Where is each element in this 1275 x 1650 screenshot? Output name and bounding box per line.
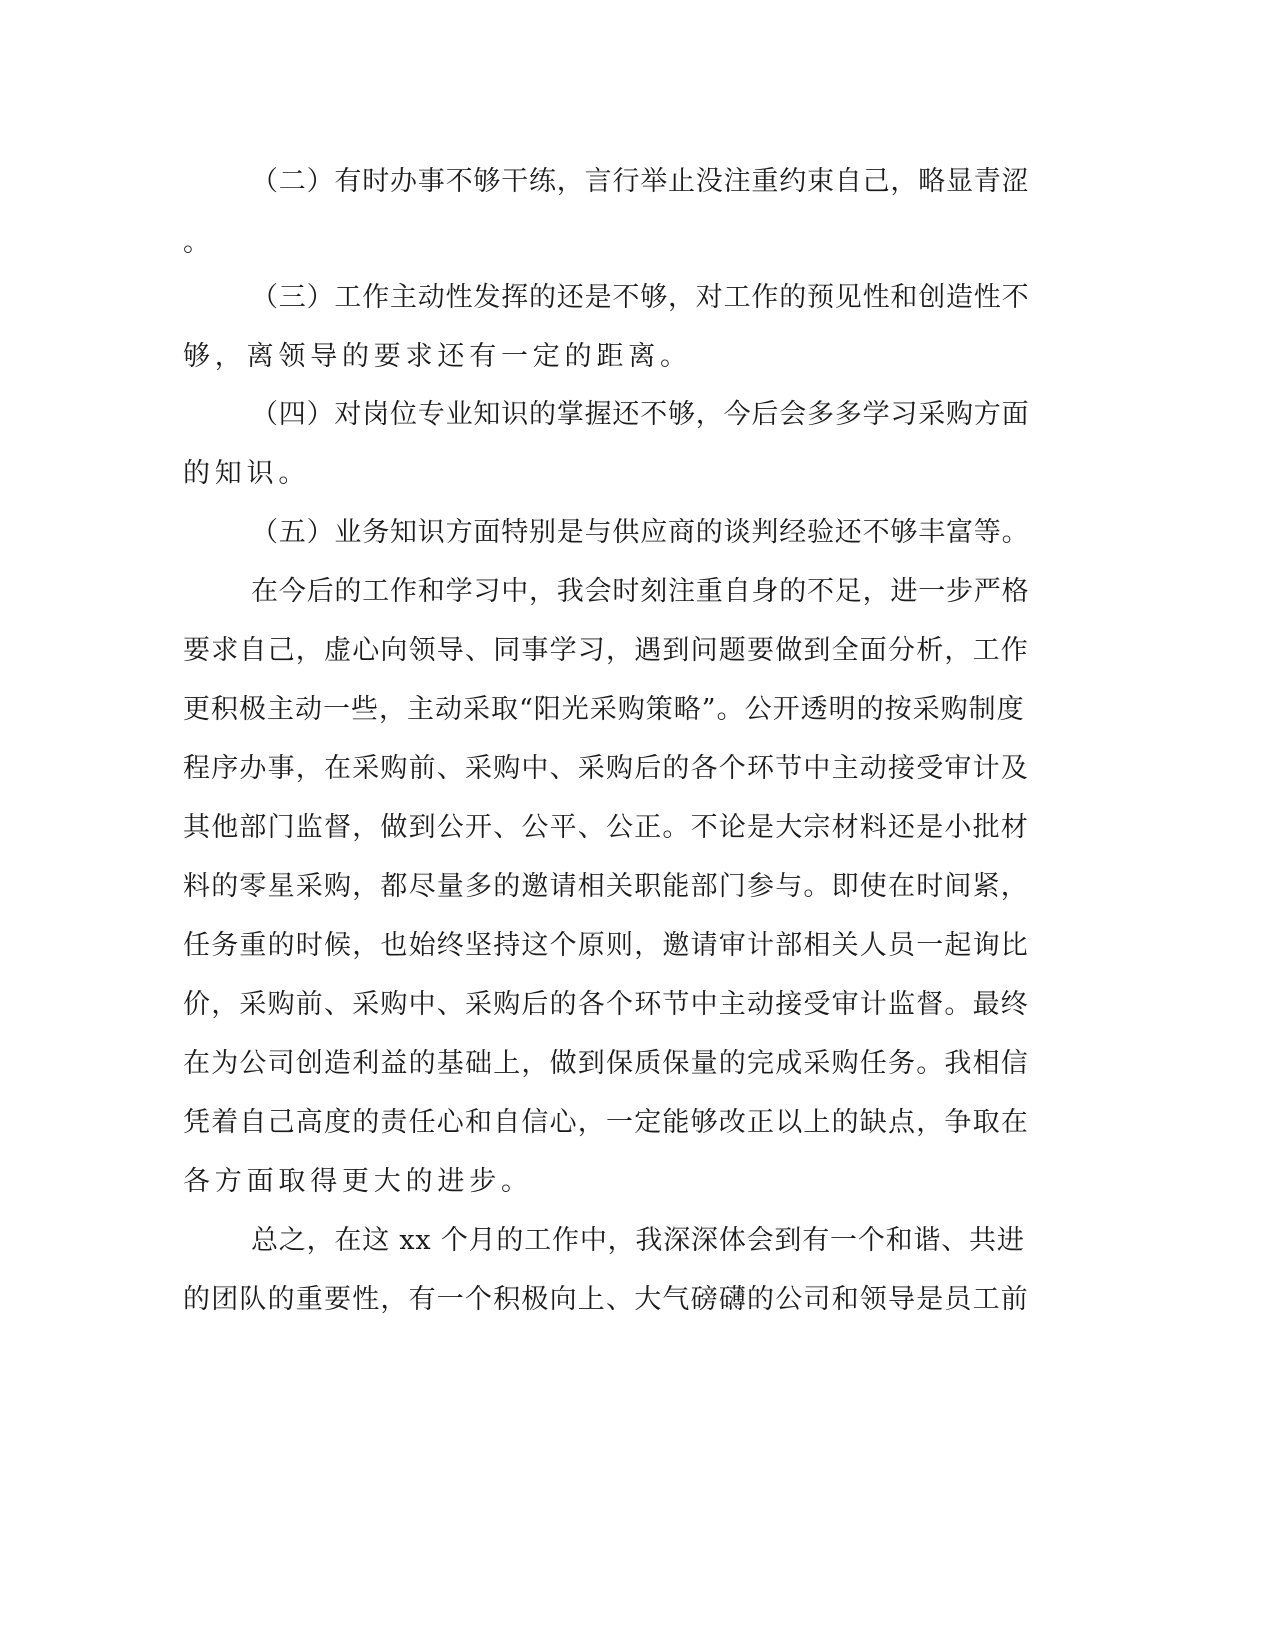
text-line-2: 。 bbox=[183, 227, 215, 258]
text-line-12: 其他部门监督，做到公开、公平、公正。不论是大宗材料还是小批材 bbox=[183, 812, 1029, 843]
text-line-15: 价，采购前、采购中、采购后的各个环节中主动接受审计监督。最终 bbox=[183, 989, 1029, 1020]
text-line-11: 程序办事，在采购前、采购中、采购后的各个环节中主动接受审计及 bbox=[183, 753, 1029, 784]
text-line-8: 在今后的工作和学习中，我会时刻注重自身的不足，进一步严格 bbox=[251, 576, 1030, 607]
text-line-10: 更积极主动一些，主动采取“阳光采购策略”。公开透明的按采购制度 bbox=[183, 694, 1025, 725]
text-line-1: （二）有时办事不够干练，言行举止没注重约束自己，略显青涩 bbox=[251, 166, 1030, 197]
text-line-19: 总之，在这 xx 个月的工作中，我深深体会到有一个和谐、共进 bbox=[251, 1225, 1025, 1256]
text-line-18: 各方面取得更大的进步。 bbox=[183, 1166, 533, 1197]
text-line-17: 凭着自己高度的责任心和自信心，一定能够改正以上的缺点，争取在 bbox=[183, 1107, 1029, 1138]
text-line-9: 要求自己，虚心向领导、同事学习，遇到问题要做到全面分析，工作 bbox=[183, 635, 1029, 666]
text-line-6: 的知识。 bbox=[183, 458, 311, 489]
text-line-14: 任务重的时候，也始终坚持这个原则，邀请审计部相关人员一起询比 bbox=[183, 930, 1029, 961]
text-line-5: （四）对岗位专业知识的掌握还不够，今后会多多学习采购方面 bbox=[251, 399, 1030, 430]
text-line-4: 够，离领导的要求还有一定的距离。 bbox=[183, 341, 692, 372]
text-line-20: 的团队的重要性，有一个积极向上、大气磅礴的公司和领导是员工前 bbox=[183, 1284, 1029, 1315]
text-line-13: 料的零星采购，都尽量多的邀请相关职能部门参与。即使在时间紧， bbox=[183, 871, 1029, 902]
text-line-16: 在为公司创造利益的基础上，做到保质保量的完成采购任务。我相信 bbox=[183, 1048, 1029, 1079]
text-line-3: （三）工作主动性发挥的还是不够，对工作的预见性和创造性不 bbox=[251, 282, 1030, 313]
text-line-7: （五）业务知识方面特别是与供应商的谈判经验还不够丰富等。 bbox=[251, 517, 1030, 548]
